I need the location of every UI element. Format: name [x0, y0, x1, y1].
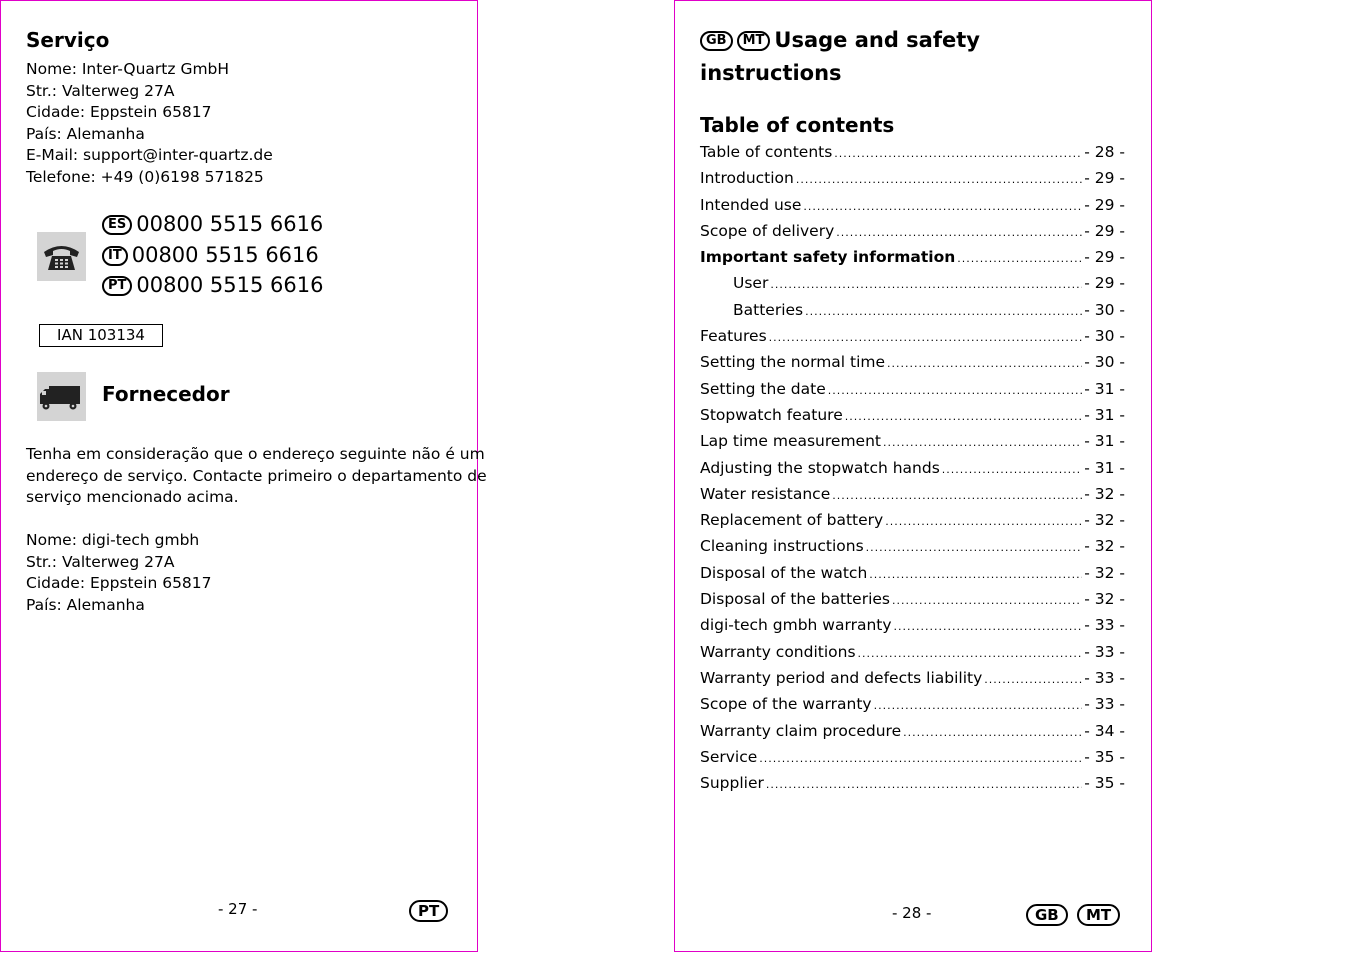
- toc-entry-page: - 29 -: [1084, 169, 1125, 188]
- service-phone: Telefone: +49 (0)6198 571825: [26, 167, 264, 186]
- toc-entry-page: - 33 -: [1084, 695, 1125, 714]
- toc-leader-dots: [834, 147, 1082, 160]
- toc-entry-page: - 35 -: [1084, 774, 1125, 793]
- supplier-line: Nome: digi-tech gmbh: [26, 531, 200, 549]
- page-number-right: - 28 -: [892, 904, 932, 922]
- toc-leader-dots: [805, 305, 1082, 318]
- toc-entry: [700, 511, 1125, 537]
- toc-entry: [700, 169, 1125, 195]
- toc-entry: [700, 353, 1125, 379]
- section-title: [700, 28, 980, 52]
- phone-number: 00800 5515 6616: [136, 212, 324, 236]
- toc-entry-page: - 33 -: [1084, 642, 1125, 661]
- toc-leader-dots: [903, 726, 1082, 739]
- phone-row-es: [102, 212, 323, 236]
- service-line: Cidade: Eppstein 65817: [26, 103, 212, 122]
- toc-entry-label: Warranty period and defects liability: [700, 668, 983, 687]
- service-line: País: Alemanha: [26, 124, 145, 143]
- toc-entry-label: Scope of delivery: [700, 221, 835, 240]
- toc-entry-label: Service: [700, 747, 758, 766]
- toc-entry-label: Adjusting the stopwatch hands: [700, 458, 940, 477]
- toc-entry-page: - 29 -: [1084, 248, 1125, 267]
- toc-entry: [700, 301, 1125, 327]
- toc-leader-dots: [803, 200, 1082, 213]
- supplier-line: Cidade: Eppstein 65817: [26, 574, 212, 593]
- toc-leader-dots: [957, 252, 1082, 265]
- country-badge-pt: PT: [102, 276, 132, 296]
- phone-number: 00800 5515 6616: [136, 273, 324, 297]
- toc-leader-dots: [883, 436, 1082, 449]
- toc-entry-label: Important safety information: [700, 248, 956, 267]
- toc-leader-dots: [869, 568, 1082, 581]
- toc-entry: [700, 459, 1125, 485]
- toc-leader-dots: [984, 673, 1082, 686]
- toc-entry: [700, 695, 1125, 721]
- toc-entry-label: Introduction: [700, 169, 794, 188]
- supplier-line: Str.: Valterweg 27A: [26, 552, 175, 571]
- supplier-line: País: Alemanha: [26, 595, 145, 614]
- service-address: [26, 59, 273, 189]
- toc-entry: [700, 748, 1125, 774]
- phone-row-it: [102, 243, 319, 267]
- phone-row-pt: [102, 273, 323, 297]
- toc-leader-dots: [892, 594, 1082, 607]
- truck-icon: [37, 372, 86, 421]
- toc-entry: [700, 143, 1125, 169]
- country-badge-es: ES: [102, 215, 132, 235]
- toc-entry: [700, 537, 1125, 563]
- toc-entry-page: - 29 -: [1084, 274, 1125, 293]
- language-badge-gb: GB: [700, 31, 733, 51]
- toc-entry-page: - 32 -: [1084, 590, 1125, 609]
- title-line-1: Usage and safety: [774, 28, 980, 52]
- service-email: E-Mail: support@inter-quartz.de: [26, 146, 273, 165]
- toc-entry-label: Setting the date: [700, 379, 826, 398]
- toc-entry-label: digi-tech gmbh warranty: [700, 616, 892, 635]
- country-badge-it: IT: [102, 246, 128, 266]
- toc-entry-label: Disposal of the batteries: [700, 590, 890, 609]
- toc-entry-page: - 31 -: [1084, 405, 1125, 424]
- title-line-2: instructions: [700, 61, 842, 85]
- note-line: Tenha em consideração que o endereço seguinte não é um: [26, 445, 485, 463]
- service-line: Nome: Inter-Quartz GmbH: [26, 60, 230, 78]
- toc-entry: [700, 222, 1125, 248]
- toc-entry: [700, 327, 1125, 353]
- toc-entry-label: Replacement of battery: [700, 511, 884, 530]
- toc-entry-page: - 32 -: [1084, 537, 1125, 556]
- toc-entry-label: Disposal of the watch: [700, 563, 868, 582]
- toc-leader-dots: [887, 357, 1082, 370]
- toc-entry-label: Setting the normal time: [700, 353, 886, 372]
- supplier-address: [26, 530, 212, 616]
- toc-entry-page: - 31 -: [1084, 458, 1125, 477]
- toc-entry-label: Stopwatch feature: [700, 405, 843, 424]
- toc-entry-label: Warranty conditions: [700, 642, 856, 661]
- toc-leader-dots: [836, 226, 1082, 239]
- toc-entry-page: - 31 -: [1084, 379, 1125, 398]
- toc-entry-label: Warranty claim procedure: [700, 721, 902, 740]
- toc-entry-page: - 30 -: [1084, 300, 1125, 319]
- toc-leader-dots: [874, 699, 1083, 712]
- toc-entry-label: Features: [700, 327, 767, 346]
- toc-entry-label: Lap time measurement: [700, 432, 881, 451]
- toc-entry: [700, 564, 1125, 590]
- supplier-note: [26, 444, 487, 509]
- toc-entry-page: - 30 -: [1084, 353, 1125, 372]
- toc-entry-page: - 29 -: [1084, 195, 1125, 214]
- toc-leader-dots: [832, 489, 1082, 502]
- toc-entry-label: Water resistance: [700, 484, 831, 503]
- toc-entry: [700, 643, 1125, 669]
- service-title: Serviço: [26, 28, 110, 52]
- supplier-title: Fornecedor: [102, 382, 230, 406]
- table-of-contents: [700, 143, 1125, 800]
- toc-entry-label: Scope of the warranty: [700, 695, 872, 714]
- toc-entry-page: - 32 -: [1084, 511, 1125, 530]
- toc-leader-dots: [858, 647, 1083, 660]
- toc-entry: [700, 774, 1125, 800]
- toc-entry-label: Supplier: [700, 774, 764, 793]
- toc-leader-dots: [770, 278, 1082, 291]
- phone-number: 00800 5515 6616: [131, 243, 319, 267]
- toc-entry-label: User: [733, 274, 769, 293]
- toc-leader-dots: [942, 463, 1082, 476]
- toc-leader-dots: [894, 620, 1083, 633]
- toc-entry: [700, 248, 1125, 274]
- toc-entry-label: Batteries: [733, 300, 804, 319]
- note-line: serviço mencionado acima.: [26, 488, 239, 507]
- toc-leader-dots: [769, 331, 1083, 344]
- toc-title: Table of contents: [700, 113, 895, 137]
- toc-leader-dots: [759, 752, 1082, 765]
- toc-leader-dots: [796, 173, 1082, 186]
- toc-entry-label: Table of contents: [700, 143, 833, 161]
- toc-entry-page: - 30 -: [1084, 327, 1125, 346]
- footer-badge-pt: PT: [409, 900, 448, 922]
- toc-entry-label: Intended use: [700, 195, 802, 214]
- toc-entry: [700, 722, 1125, 748]
- toc-entry-page: - 32 -: [1084, 563, 1125, 582]
- telephone-icon: [37, 232, 86, 281]
- footer-badge-gb: GB: [1026, 904, 1068, 926]
- toc-entry-page: - 28 -: [1084, 143, 1125, 161]
- toc-entry-page: - 33 -: [1084, 668, 1125, 687]
- toc-entry-page: - 33 -: [1084, 616, 1125, 635]
- toc-entry-page: - 32 -: [1084, 484, 1125, 503]
- toc-entry-page: - 31 -: [1084, 432, 1125, 451]
- toc-entry-page: - 29 -: [1084, 221, 1125, 240]
- toc-entry: [700, 669, 1125, 695]
- toc-leader-dots: [766, 778, 1082, 791]
- service-line: Str.: Valterweg 27A: [26, 81, 175, 100]
- toc-leader-dots: [866, 541, 1083, 554]
- ian-label: IAN 103134: [39, 324, 163, 347]
- toc-entry: [700, 406, 1125, 432]
- toc-entry: [700, 274, 1125, 300]
- toc-leader-dots: [845, 410, 1083, 423]
- toc-entry: [700, 616, 1125, 642]
- toc-entry-page: - 35 -: [1084, 747, 1125, 766]
- toc-entry: [700, 590, 1125, 616]
- toc-entry-page: - 34 -: [1084, 721, 1125, 740]
- toc-entry: [700, 196, 1125, 222]
- toc-entry: [700, 380, 1125, 406]
- toc-entry: [700, 485, 1125, 511]
- toc-entry-label: Cleaning instructions: [700, 537, 864, 556]
- page-number-left: - 27 -: [218, 900, 258, 918]
- toc-leader-dots: [885, 515, 1082, 528]
- toc-entry: [700, 432, 1125, 458]
- language-badge-mt: MT: [737, 31, 771, 51]
- footer-badge-mt: MT: [1077, 904, 1120, 926]
- toc-leader-dots: [828, 384, 1082, 397]
- note-line: endereço de serviço. Contacte primeiro o departamento de: [26, 466, 487, 485]
